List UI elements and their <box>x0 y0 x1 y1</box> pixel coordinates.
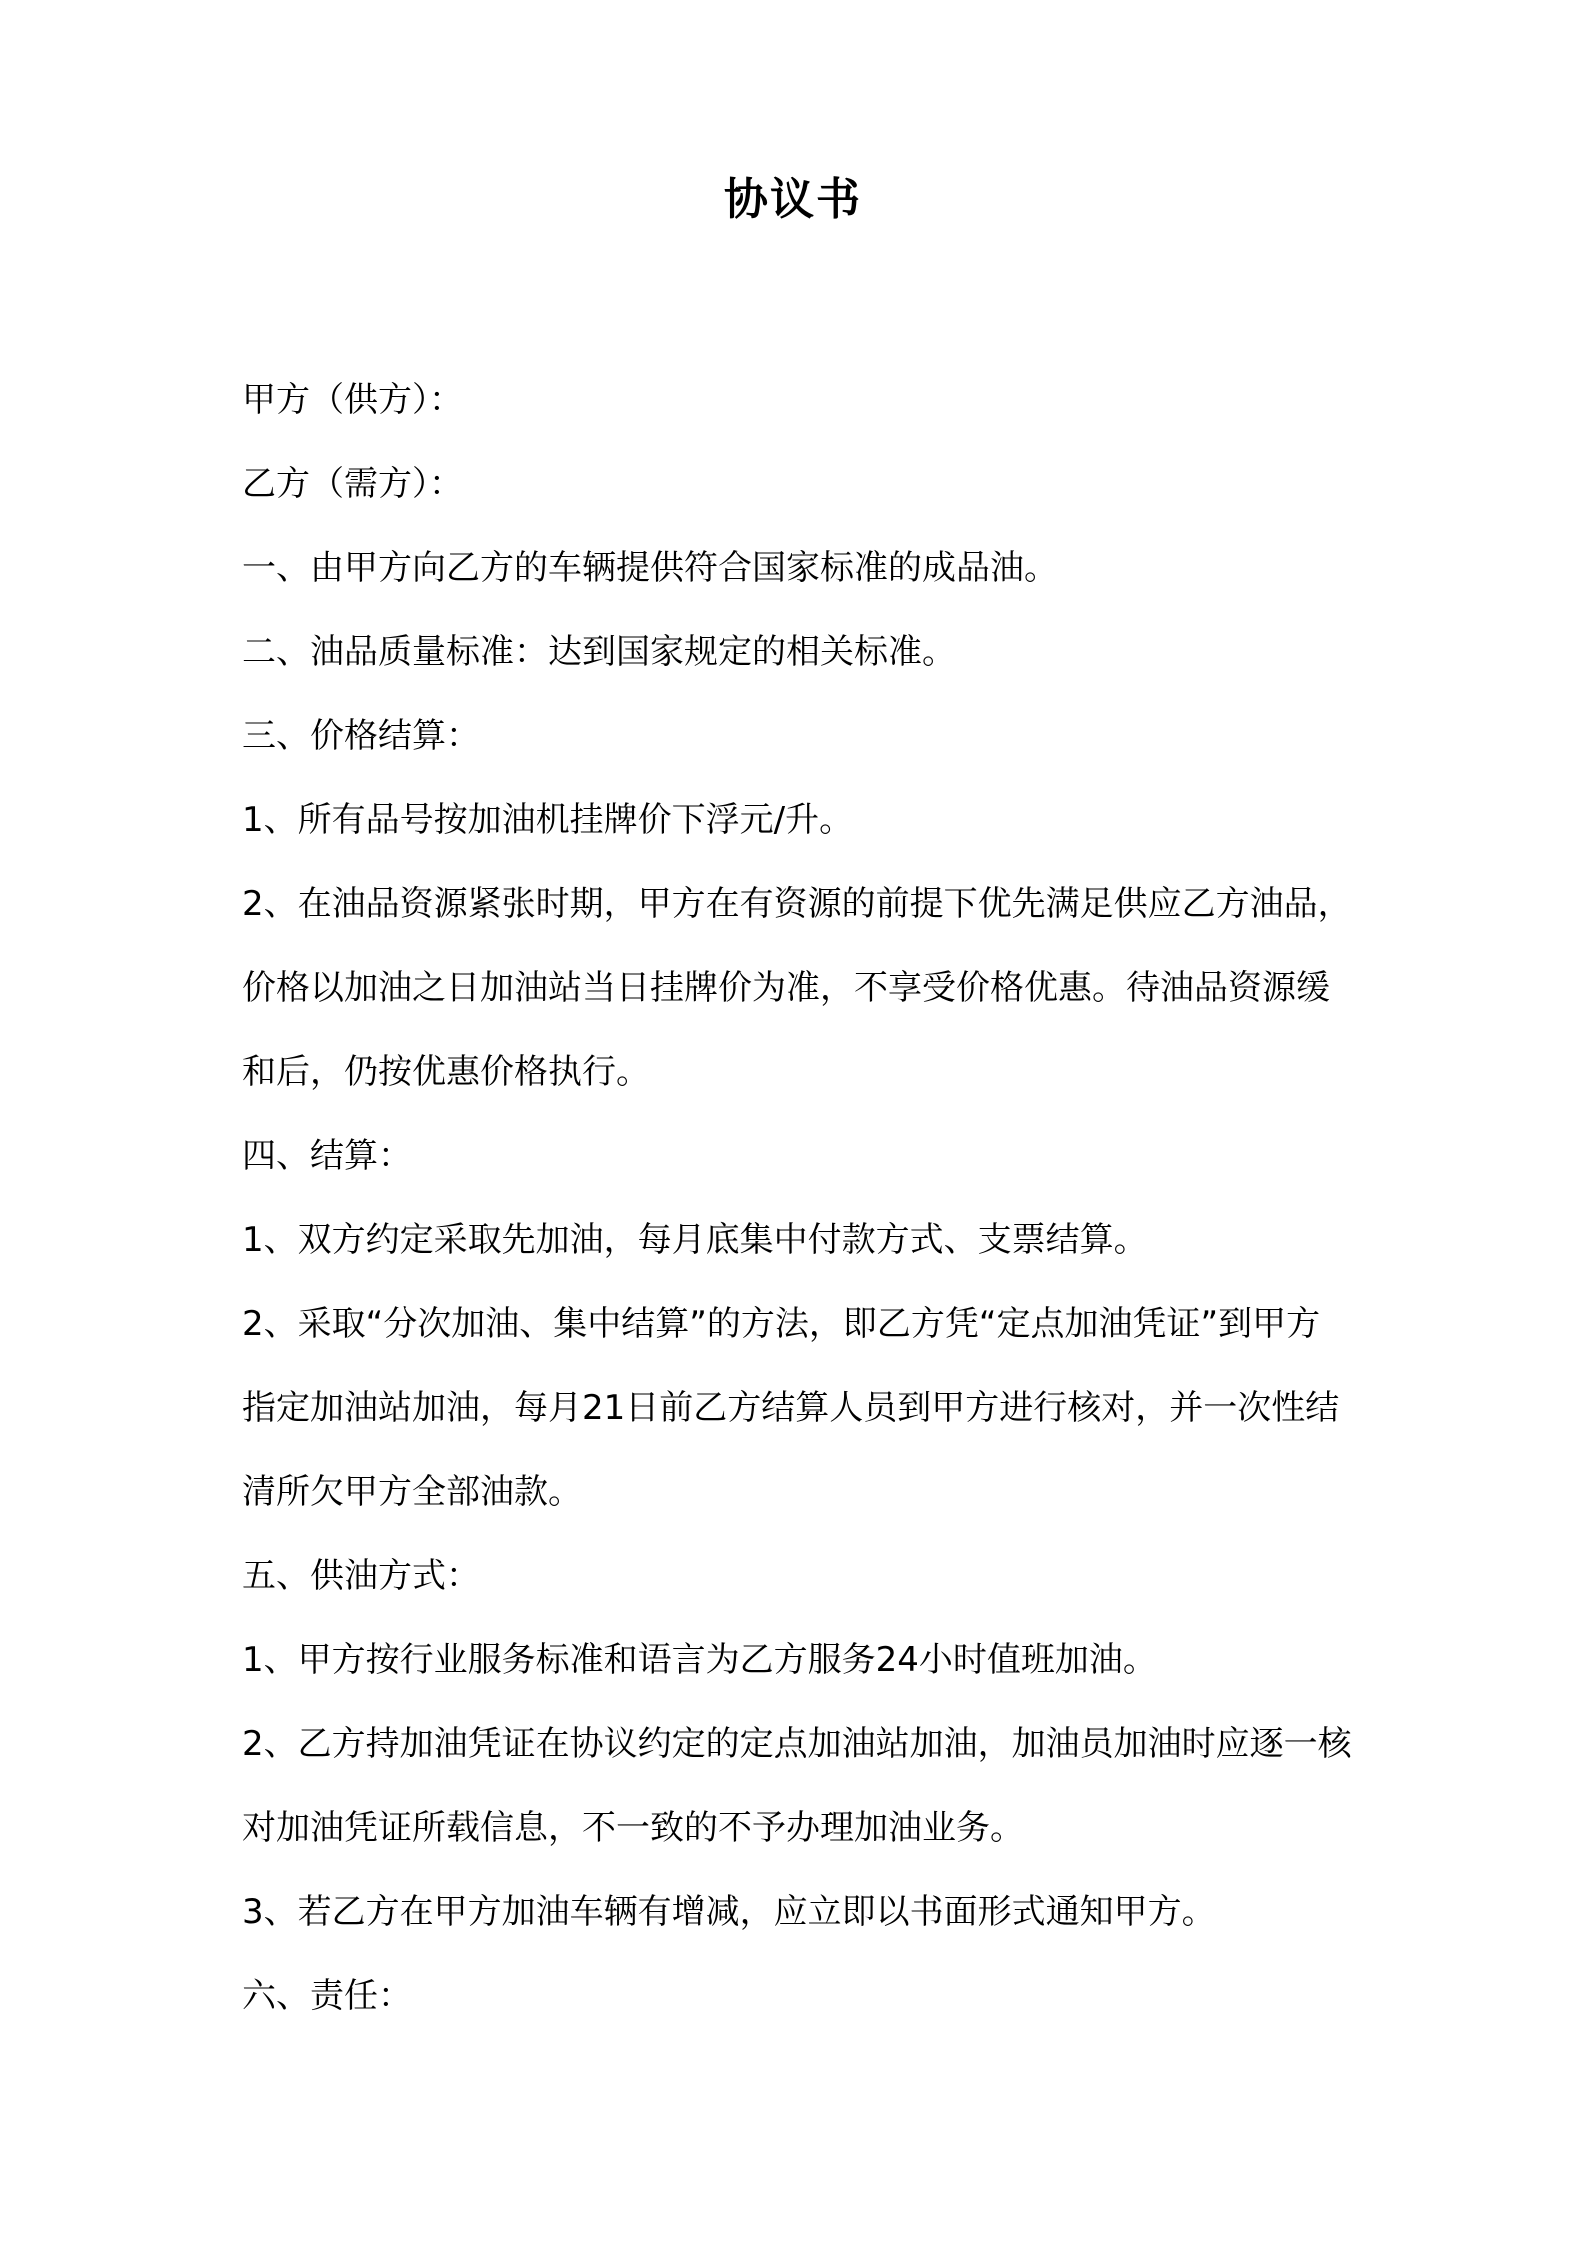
party-a-line: 甲方（供方）： <box>242 380 463 420</box>
clause-1: 一、由甲方向乙方的车辆提供符合国家标准的成品油。 <box>242 548 1058 588</box>
clause-3-item-1: 1、所有品号按加油机挂牌价下浮元/升。 <box>242 800 854 840</box>
clause-4-item-1: 1、双方约定采取先加油，每月底集中付款方式、支票结算。 <box>242 1220 1148 1260</box>
clause-3-heading: 三、价格结算： <box>242 716 480 756</box>
clause-5-item-3: 3、若乙方在甲方加油车辆有增减，应立即以书面形式通知甲方。 <box>242 1892 1216 1932</box>
party-b-line: 乙方（需方）： <box>242 464 463 504</box>
clause-4-item-2: 2、采取“分次加油、集中结算”的方法，即乙方凭“定点加油凭证”到甲方指定加油站加油，每月21日前乙方结算人员到甲方进行核对，并一次性结清所欠甲方全部油款。 <box>242 1304 1340 1512</box>
document-title: 协议书 <box>724 174 862 225</box>
clause-5-item-1: 1、甲方按行业服务标准和语言为乙方服务24小时值班加油。 <box>242 1640 1157 1680</box>
clause-2: 二、油品质量标准：达到国家规定的相关标准。 <box>242 632 956 672</box>
clause-6-heading: 六、责任： <box>242 1976 412 2016</box>
clause-4-heading: 四、结算： <box>242 1136 412 1176</box>
document-body <box>242 358 1352 2038</box>
clause-3-item-2: 2、在油品资源紧张时期，甲方在有资源的前提下优先满足供应乙方油品，价格以加油之日加油站当日挂牌价为准，不享受价格优惠。待油品资源缓和后，仍按优惠价格执行。 <box>242 884 1352 1092</box>
clause-5-item-2: 2、乙方持加油凭证在协议约定的定点加油站加油，加油员加油时应逐一核对加油凭证所载信息，不一致的不予办理加油业务。 <box>242 1724 1352 1848</box>
clause-5-heading: 五、供油方式： <box>242 1556 480 1596</box>
